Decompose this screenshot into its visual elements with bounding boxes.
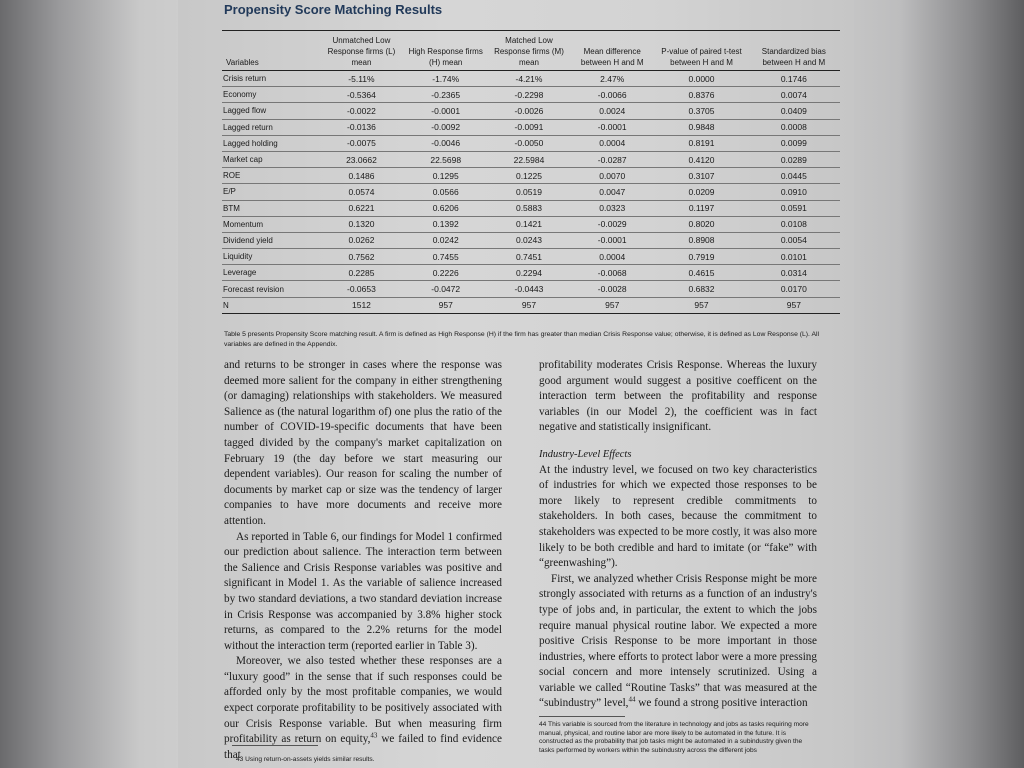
table-cell: 0.0008: [748, 119, 840, 135]
table-cell: 0.0024: [569, 103, 655, 119]
footnote-ref-44: 44: [628, 695, 636, 704]
table-cell: 0.3705: [655, 103, 747, 119]
table-cell: -0.0287: [569, 151, 655, 167]
table-cell: 0.0070: [569, 168, 655, 184]
table-row: [222, 281, 840, 297]
table-cell: -4.21%: [489, 71, 569, 87]
left-footnote-rule: [232, 745, 318, 746]
right-paragraph-3-text: First, we analyzed whether Crisis Response might be more strongly associated with returns as a function of an industry's type of jobs and, in particular, the extent to which the jobs require manual physical routine labor. We expected a more positive Crisis Response to be more important in those industries, where efforts to protect labor were a more pressing social concern and more intensely scrutinized. Using a variable we called “Routine Tasks” that was measured at the “subindustry” level,: [539, 572, 817, 710]
table-cell: -0.0068: [569, 265, 655, 281]
table-cell: 0.0209: [655, 184, 747, 200]
table-row: [222, 168, 840, 184]
table-cell: 0.0000: [655, 71, 747, 87]
table-cell: -0.0472: [403, 281, 489, 297]
table-cell: 0.6221: [320, 200, 402, 216]
table-cell: 0.0242: [403, 232, 489, 248]
table-cell: 0.0004: [569, 135, 655, 151]
table-row: [222, 232, 840, 248]
table-row: [222, 200, 840, 216]
table-cell: 0.2285: [320, 265, 402, 281]
table-cell: -0.0075: [320, 135, 402, 151]
table-cell: 0.0047: [569, 184, 655, 200]
footnote-ref-43: 43: [370, 731, 378, 740]
table-cell: -0.0029: [569, 216, 655, 232]
table-row: [222, 119, 840, 135]
table-cell: 0.6832: [655, 281, 747, 297]
table-cell: 0.0101: [748, 249, 840, 265]
table-cell: 23.0662: [320, 151, 402, 167]
table-cell: -0.2298: [489, 87, 569, 103]
table-cell: 0.8020: [655, 216, 747, 232]
table-row: [222, 297, 840, 313]
table-cell: -0.0026: [489, 103, 569, 119]
table-cell: 0.0289: [748, 151, 840, 167]
table-row: [222, 265, 840, 281]
table-cell: 0.7451: [489, 249, 569, 265]
row-variable-label: Momentum: [222, 216, 320, 232]
left-paragraph-2: As reported in Table 6, our findings for Model 1 confirmed our prediction about salience. The interaction term between the Salience and Crisis Response variables was positive and significant in Model 1. As the variable of salience increased by two standard deviations, a two standard deviation increase in Crisis Response was accompanied by 3.8% higher stock returns, as compared to the 2.2% returns for the model without the interaction term (reported earlier in Table 3).: [224, 530, 502, 652]
table-cell: 0.9848: [655, 119, 747, 135]
table-cell: 0.4120: [655, 151, 747, 167]
row-variable-label: BTM: [222, 200, 320, 216]
table-cell: 0.0519: [489, 184, 569, 200]
footnote-43: 43 Using return-on-assets yields similar results.: [236, 756, 375, 763]
table-cell: 957: [569, 297, 655, 313]
header-standardized-bias: Standardized bias between H and M: [748, 31, 840, 71]
left-paragraph-3-end: we failed to find evidence that: [224, 733, 502, 761]
table-cell: 0.5883: [489, 200, 569, 216]
table-cell: 0.1421: [489, 216, 569, 232]
left-paragraph-3-text: Moreover, we also tested whether these responses are a “luxury good” in the sense that if such responses could be afforded only by the most profitable companies, we would expect corporate profitability to be positively associated with our Crisis Response variable. But when measuring firm profitability as return on equity,: [224, 655, 502, 746]
header-matched-low: Matched Low Response firms (M) mean: [489, 31, 569, 71]
table-cell: -0.0092: [403, 119, 489, 135]
table-cell: -0.0028: [569, 281, 655, 297]
table-row: [222, 249, 840, 265]
table-cell: -0.0091: [489, 119, 569, 135]
table-cell: 0.0409: [748, 103, 840, 119]
table-cell: 0.3107: [655, 168, 747, 184]
row-variable-label: Forecast revision: [222, 281, 320, 297]
table-cell: 0.0910: [748, 184, 840, 200]
table-cell: -0.0653: [320, 281, 402, 297]
row-variable-label: N: [222, 297, 320, 313]
table-cell: 0.0099: [748, 135, 840, 151]
table-cell: -0.0001: [403, 103, 489, 119]
table-cell: 0.1295: [403, 168, 489, 184]
row-variable-label: Lagged holding: [222, 135, 320, 151]
row-variable-label: Crisis return: [222, 71, 320, 87]
right-footnote-rule: [539, 716, 625, 717]
table-cell: 0.0591: [748, 200, 840, 216]
table-cell: 0.1746: [748, 71, 840, 87]
table-cell: -0.0050: [489, 135, 569, 151]
row-variable-label: Lagged return: [222, 119, 320, 135]
table-cell: -0.0001: [569, 119, 655, 135]
table-cell: 0.8376: [655, 87, 747, 103]
table-cell: 0.1197: [655, 200, 747, 216]
right-paragraph-3-end: we found a strong positive interaction: [635, 697, 808, 710]
table-row: [222, 71, 840, 87]
table-cell: 0.2294: [489, 265, 569, 281]
table-cell: 0.8908: [655, 232, 747, 248]
table-cell: 2.47%: [569, 71, 655, 87]
left-text-column: [224, 358, 502, 763]
table-cell: 22.5698: [403, 151, 489, 167]
table-cell: 0.1392: [403, 216, 489, 232]
section-subheading: Industry-Level Effects: [539, 448, 632, 460]
table-cell: 0.0004: [569, 249, 655, 265]
table-cell: -0.0046: [403, 135, 489, 151]
table-cell: 0.1320: [320, 216, 402, 232]
table-cell: -0.0136: [320, 119, 402, 135]
table-cell: 0.4615: [655, 265, 747, 281]
footnote-44: 44 This variable is sourced from the literature in technology and jobs as tasks requiring more manual, physical, and routine labor are more likely to be automated in the future. It is constructed as the probability that job tasks might be automated in a subindustry given the tasks performed by workers within the subindustry across the different jobs: [539, 721, 809, 754]
table-cell: 957: [655, 297, 747, 313]
table-cell: 0.1486: [320, 168, 402, 184]
row-variable-label: Leverage: [222, 265, 320, 281]
table-cell: 0.0323: [569, 200, 655, 216]
left-paragraph-1: and returns to be stronger in cases where the response was deemed more salient for the company in either strengthening (or damaging) relationships with stakeholders. We measured Salience as (the natural logarithm of) one plus the ratio of the number of COVID-19-specific documents that have been tagged divided by the company's market capitalization on February 19 (the day before we start measuring our dependent variables). Our reason for scaling the number of documents by market cap or size was the tendency of larger companies to have more documents and receive more attention.: [224, 359, 502, 527]
table-cell: 0.7455: [403, 249, 489, 265]
table-cell: -0.0001: [569, 232, 655, 248]
table-cell: -0.5364: [320, 87, 402, 103]
table-cell: 0.0574: [320, 184, 402, 200]
row-variable-label: Economy: [222, 87, 320, 103]
table-cell: -0.0443: [489, 281, 569, 297]
table-caption: Table 5 presents Propensity Score matching result. A firm is defined as High Response (H) if the firm has greater than median Crisis Response value; otherwise, it is defined as Low Response (L). All variables are defined in the Appendix.: [224, 331, 820, 348]
table-cell: 22.5984: [489, 151, 569, 167]
table-cell: 957: [489, 297, 569, 313]
table-cell: 0.0566: [403, 184, 489, 200]
right-paragraph-2: At the industry level, we focused on two key characteristics of industries for which we expected those responses to be more likely to represent credible commitments to stakeholders. In both cases, because the commitment to stakeholders was expected to be more costly, it was also more likely to be both credible and hard to imitate (or “fake” with “greenwashing”).: [539, 463, 817, 570]
right-paragraph-3: [539, 572, 817, 712]
table-cell: -5.11%: [320, 71, 402, 87]
right-text-column: [539, 358, 817, 712]
table-row: [222, 135, 840, 151]
table-cell: 0.0170: [748, 281, 840, 297]
table-header: [222, 31, 840, 71]
table-cell: 0.0108: [748, 216, 840, 232]
table-body: [222, 71, 840, 314]
table-cell: 0.0445: [748, 168, 840, 184]
table-title: Propensity Score Matching Results: [224, 2, 443, 17]
table-cell: -0.2365: [403, 87, 489, 103]
row-variable-label: Lagged flow: [222, 103, 320, 119]
table-cell: 0.0243: [489, 232, 569, 248]
table-cell: 0.0054: [748, 232, 840, 248]
table-row: [222, 184, 840, 200]
document-page: [178, 0, 854, 768]
row-variable-label: E/P: [222, 184, 320, 200]
table-row: [222, 151, 840, 167]
table-cell: 0.7562: [320, 249, 402, 265]
table-cell: 0.6206: [403, 200, 489, 216]
table-cell: 957: [403, 297, 489, 313]
table-cell: 0.8191: [655, 135, 747, 151]
table-cell: 0.2226: [403, 265, 489, 281]
table-cell: 0.7919: [655, 249, 747, 265]
table-cell: -1.74%: [403, 71, 489, 87]
header-variables: Variables: [222, 31, 320, 71]
table-cell: 0.1225: [489, 168, 569, 184]
table-row: [222, 216, 840, 232]
row-variable-label: Liquidity: [222, 249, 320, 265]
table-cell: 957: [748, 297, 840, 313]
psm-results-table: [222, 30, 840, 314]
header-high-response: High Response firms (H) mean: [403, 31, 489, 71]
table-cell: 0.0074: [748, 87, 840, 103]
right-paragraph-1: profitability moderates Crisis Response. Whereas the luxury good argument would suggest a positive coefficent on the interaction term between the profitability and response variables (in our Model 2), the coefficient was in fact negative and statistically insignificant.: [539, 359, 817, 434]
row-variable-label: ROE: [222, 168, 320, 184]
table-row: [222, 103, 840, 119]
header-unmatched-low: Unmatched Low Response firms (L) mean: [320, 31, 402, 71]
header-p-value: P-value of paired t-test between H and M: [655, 31, 747, 71]
table-cell: 0.0314: [748, 265, 840, 281]
table-cell: 0.0262: [320, 232, 402, 248]
table-cell: -0.0022: [320, 103, 402, 119]
table-cell: -0.0066: [569, 87, 655, 103]
table-cell: 1512: [320, 297, 402, 313]
row-variable-label: Market cap: [222, 151, 320, 167]
table-row: [222, 87, 840, 103]
header-mean-difference: Mean difference between H and M: [569, 31, 655, 71]
left-paragraph-3: [224, 654, 502, 763]
row-variable-label: Dividend yield: [222, 232, 320, 248]
